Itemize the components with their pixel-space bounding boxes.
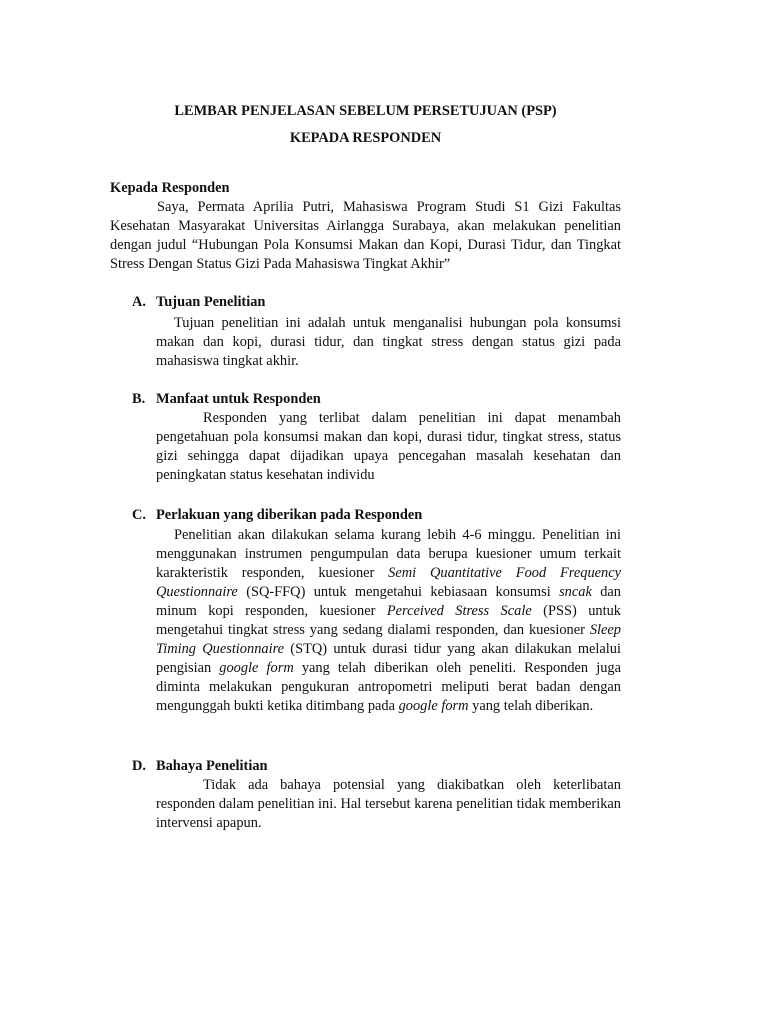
- greeting-label: Kepada Responden: [110, 180, 230, 196]
- section-c-letter: C.: [132, 507, 146, 523]
- section-a-letter: A.: [132, 294, 146, 310]
- section-c-text: (PSS) untuk mengetahui tingkat stress yang sedang dialami responden, dan kuesioner: [156, 603, 621, 638]
- section-b-heading: [132, 390, 321, 409]
- document-subtitle: KEPADA RESPONDEN: [289, 130, 442, 146]
- section-c-italic: Semi Quantitative Food Frequency Questionnaire: [156, 565, 622, 600]
- section-c-body: [156, 526, 621, 716]
- section-c-title: Perlakuan yang diberikan pada Responden: [156, 507, 423, 523]
- section-c-italic: Sleep Timing Questionnaire: [156, 622, 621, 657]
- section-c-italic: Perceived Stress Scale: [386, 603, 532, 619]
- section-a-body: Tujuan penelitian ini adalah untuk menganalisi hubungan pola konsumsi makan dan kopi, durasi tidur, dan tingkat stress dengan status gizi pada mahasiswa tingkat akhir.: [156, 315, 621, 369]
- intro-paragraph: Saya, Permata Aprilia Putri, Mahasiswa Program Studi S1 Gizi Fakultas Kesehatan Masyarakat Universitas Airlangga Surabaya, akan melakukan penelitian dengan judul “Hubungan Pola Konsumsi Makan dan Kopi, Durasi Tidur, dan Tingkat Stress Dengan Status Gizi Pada Mahasiswa Tingkat Akhir”: [110, 199, 621, 272]
- section-d-title: Bahaya Penelitian: [156, 758, 268, 774]
- section-c-italic: sncak: [559, 584, 592, 600]
- section-d-heading: [132, 757, 268, 776]
- section-d-body: Tidak ada bahaya potensial yang diakibatkan oleh keterlibatan responden dalam penelitian ini. Hal tersebut karena penelitian tidak memberikan intervensi apapun.: [156, 777, 621, 831]
- section-c-heading: [132, 506, 422, 525]
- section-c-text: dan minum kopi responden, kuesioner: [156, 584, 621, 619]
- section-b-title: Manfaat untuk Responden: [156, 391, 321, 407]
- document-title: LEMBAR PENJELASAN SEBELUM PERSETUJUAN (PSP): [174, 103, 557, 119]
- section-b-body: Responden yang terlibat dalam penelitian ini dapat menambah pengetahuan pola konsumsi makan dan kopi, durasi tidur, tingkat stress, status gizi sehingga dapat dijadikan upaya pencegahan masalah kesehatan dan peningkatan status kesehatan individu: [156, 410, 621, 483]
- section-a-title: Tujuan Penelitian: [156, 294, 266, 310]
- section-c-italic: google form: [398, 698, 469, 714]
- section-c-text: yang telah diberikan.: [468, 698, 594, 714]
- section-b-letter: B.: [132, 391, 146, 407]
- section-c-text: (SQ-FFQ) untuk mengetahui kebiasaan konsumsi: [237, 584, 560, 600]
- section-c-text: yang telah diberikan oleh peneliti. Responden juga diminta melakukan pengukuran antropometri meliputi berat badan dengan mengunggah bukti ketika ditimbang pada: [156, 660, 621, 714]
- section-c-text: Penelitian akan dilakukan selama kurang lebih 4-6 minggu. Penelitian ini menggunakan instrumen pengumpulan data berupa kuesioner umum terkait karakteristik responden, kuesioner: [156, 527, 621, 581]
- section-a-heading: [132, 293, 265, 312]
- section-d-letter: D.: [132, 758, 146, 774]
- section-c-italic: google form: [219, 660, 294, 676]
- section-c-text: (STQ) untuk durasi tidur yang akan dilakukan melalui pengisian: [156, 641, 621, 676]
